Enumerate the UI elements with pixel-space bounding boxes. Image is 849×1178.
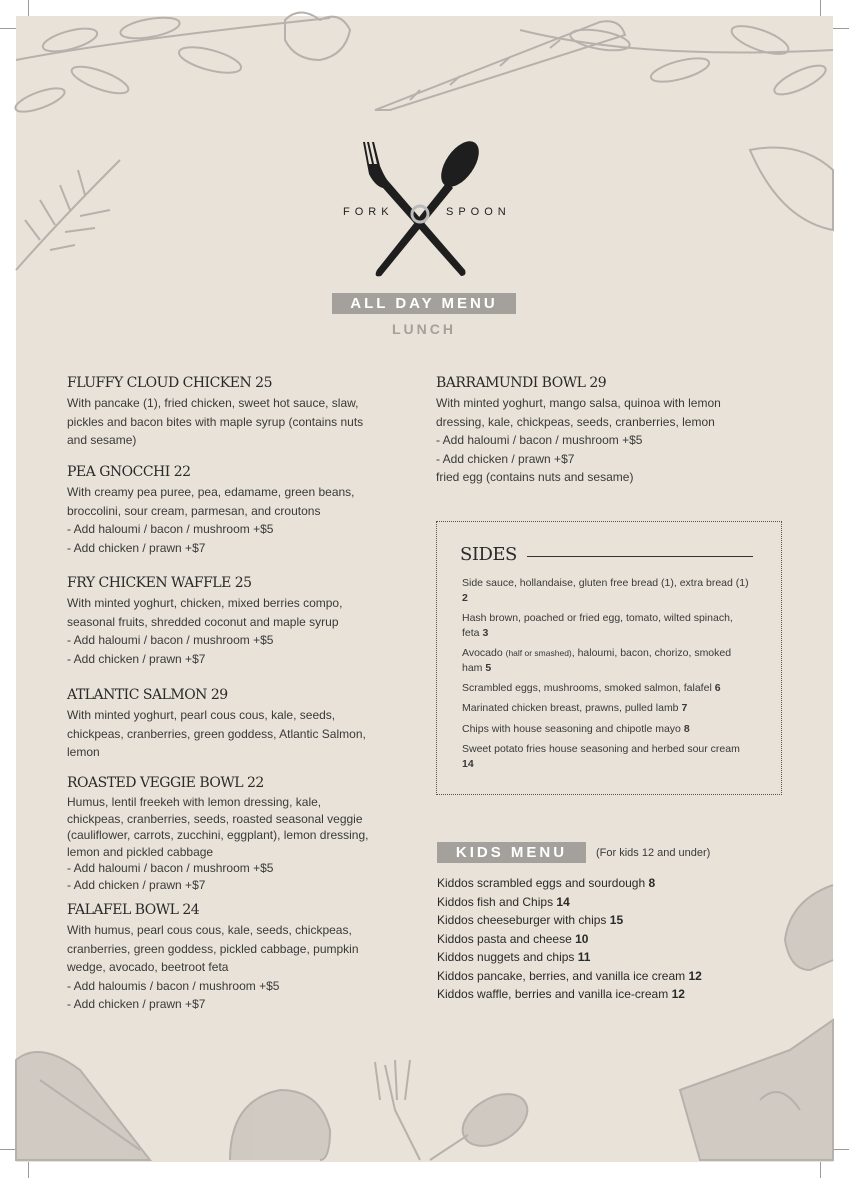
side-text: , haloumi, bacon, chorizo, smoked ham [462,647,732,674]
item-name: PEA GNOCCHI 22 [67,464,191,480]
crop-mark [832,1149,849,1150]
side-item [462,701,752,716]
side-text: Chips with house seasoning and chipotle mayo [462,723,681,735]
item-line: and sesame) [67,433,137,447]
item-line: chickpeas, cranberries, green goddess, Atlantic Salmon, [67,726,366,741]
sides-divider [527,556,753,557]
side-item [462,646,752,676]
kids-item-price: 12 [688,968,702,983]
item-line: - Add chicken / prawn +$7 [67,997,206,1011]
item-line: - Add haloumi / bacon / mushroom +$5 [436,433,643,447]
item-name: FLUFFY CLOUD CHICKEN 25 [67,375,272,391]
kids-item-text: Kiddos cheeseburger with chips [437,913,607,927]
kids-item-text: Kiddos pasta and cheese [437,931,572,946]
menu-item [436,375,781,487]
item-line: - Add haloumi / bacon / mushroom +$5 [67,633,274,647]
kids-item-text: Kiddos fish and Chips [437,894,554,909]
item-line: - Add chicken / prawn +$7 [436,451,575,466]
item-line: - Add haloumi / bacon / mushroom +$5 [67,861,274,875]
item-line: cranberries, green goddess, pickled cabbage, pumpkin [67,941,359,956]
kids-item-text: Kiddos pancake, berries, and vanilla ice cream [437,968,686,983]
kids-item-text: Kiddos waffle, berries and vanilla ice-cream [437,987,669,1001]
kids-menu-banner: KIDS MENU [437,842,586,863]
side-item [462,576,752,606]
menu-title-banner: ALL DAY MENU [332,293,516,314]
menu-item [67,902,412,1014]
kids-age-note: (For kids 12 and under) [596,847,711,859]
side-item [462,611,752,641]
crop-mark [0,28,17,29]
item-line: - Add chicken / prawn +$7 [67,877,206,892]
side-price: 14 [462,758,474,770]
item-line: With minted yoghurt, pearl cous cous, kale, seeds, [67,708,336,722]
item-line: Humus, lentil freekeh with lemon dressing, kale, [67,795,322,809]
crop-mark [0,1149,17,1150]
item-line: wedge, avocado, beetroot feta [67,960,229,974]
menu-subtitle: LUNCH [392,321,456,337]
item-line: fried egg (contains nuts and sesame) [436,470,634,484]
menu-item [67,464,412,557]
item-line: lemon [67,745,100,759]
side-price: 2 [462,592,468,604]
item-line: pickles and bacon bites with maple syrup (contains nuts [67,414,364,429]
item-name: ROASTED VEGGIE BOWL 22 [67,775,264,791]
crop-mark [820,0,821,17]
side-price: 7 [681,702,688,714]
side-item [462,681,752,696]
kids-item [437,893,757,912]
kids-item [437,967,757,986]
kids-item-text: Kiddos scrambled eggs and sourdough [437,876,646,890]
side-price: 6 [714,682,721,694]
item-line: dressing, kale, chickpeas, seeds, cranberries, lemon [436,414,715,429]
side-item [462,742,752,772]
item-name: BARRAMUNDI BOWL 29 [436,375,607,391]
item-line: - Add chicken / prawn +$7 [67,540,206,555]
side-price: 5 [485,662,492,674]
item-line: With minted yoghurt, mango salsa, quinoa with lemon [436,396,721,410]
item-line: lemon and pickled cabbage [67,844,214,859]
side-text: Marinated chicken breast, prawns, pulled lamb [462,702,679,714]
logo-left-word: FORK [343,206,394,218]
item-line: - Add haloumi / bacon / mushroom +$5 [67,522,274,536]
kids-item [437,948,757,967]
item-line: chickpeas, cranberries, seeds, roasted seasonal veggie [67,811,363,826]
side-note: (half or smashed) [505,648,572,658]
item-name: FRY CHICKEN WAFFLE 25 [67,575,252,591]
crop-mark [28,1161,29,1178]
crop-mark [28,0,29,17]
item-line: With creamy pea puree, pea, edamame, green beans, [67,485,355,499]
sides-section [436,521,782,795]
kids-item-price: 12 [671,987,685,1001]
side-text: Scrambled eggs, mushrooms, smoked salmon, falafel [462,682,712,694]
side-text: Avocado [462,647,503,659]
side-text: Hash brown, poached or fried egg, tomato, wilted spinach, feta [462,612,733,639]
kids-menu-list [437,874,757,1004]
item-name: ATLANTIC SALMON 29 [67,687,228,703]
item-line: (cauliflower, carrots, zucchini, eggplant), lemon dressing, [67,828,369,842]
kids-item-price: 15 [609,913,624,927]
crop-mark [832,28,849,29]
menu-item [67,687,412,762]
sides-title: SIDES [460,544,517,565]
side-text: Sweet potato fries house seasoning and herbed sour cream [462,743,740,755]
kids-item-price: 14 [556,894,570,909]
item-line: broccolini, sour cream, parmesan, and croutons [67,503,321,518]
side-text: Side sauce, hollandaise, gluten free bread (1), extra bread (1) [462,577,749,589]
menu-item [67,575,412,668]
menu-item [67,775,417,893]
kids-item [437,911,757,930]
kids-item-text: Kiddos nuggets and chips [437,950,575,964]
item-name: FALAFEL BOWL 24 [67,902,200,918]
item-line: seasonal fruits, shredded coconut and maple syrup [67,614,339,629]
crop-mark [820,1161,821,1178]
logo-right-word: SPOON [446,206,511,218]
kids-item [437,985,757,1004]
item-line: With minted yoghurt, chicken, mixed berries compo, [67,596,343,610]
side-item [462,722,752,737]
item-line: - Add chicken / prawn +$7 [67,651,206,666]
kids-item-price: 8 [648,876,656,890]
kids-item [437,874,757,893]
menu-item [67,375,412,450]
kids-item-price: 11 [577,950,591,964]
item-line: With humus, pearl cous cous, kale, seeds, chickpeas, [67,923,352,937]
kids-item [437,930,757,949]
item-line: - Add haloumis / bacon / mushroom +$5 [67,978,280,993]
side-price: 3 [482,627,489,639]
item-line: With pancake (1), fried chicken, sweet hot sauce, slaw, [67,396,359,410]
kids-item-price: 10 [575,931,589,946]
side-price: 8 [683,723,690,735]
